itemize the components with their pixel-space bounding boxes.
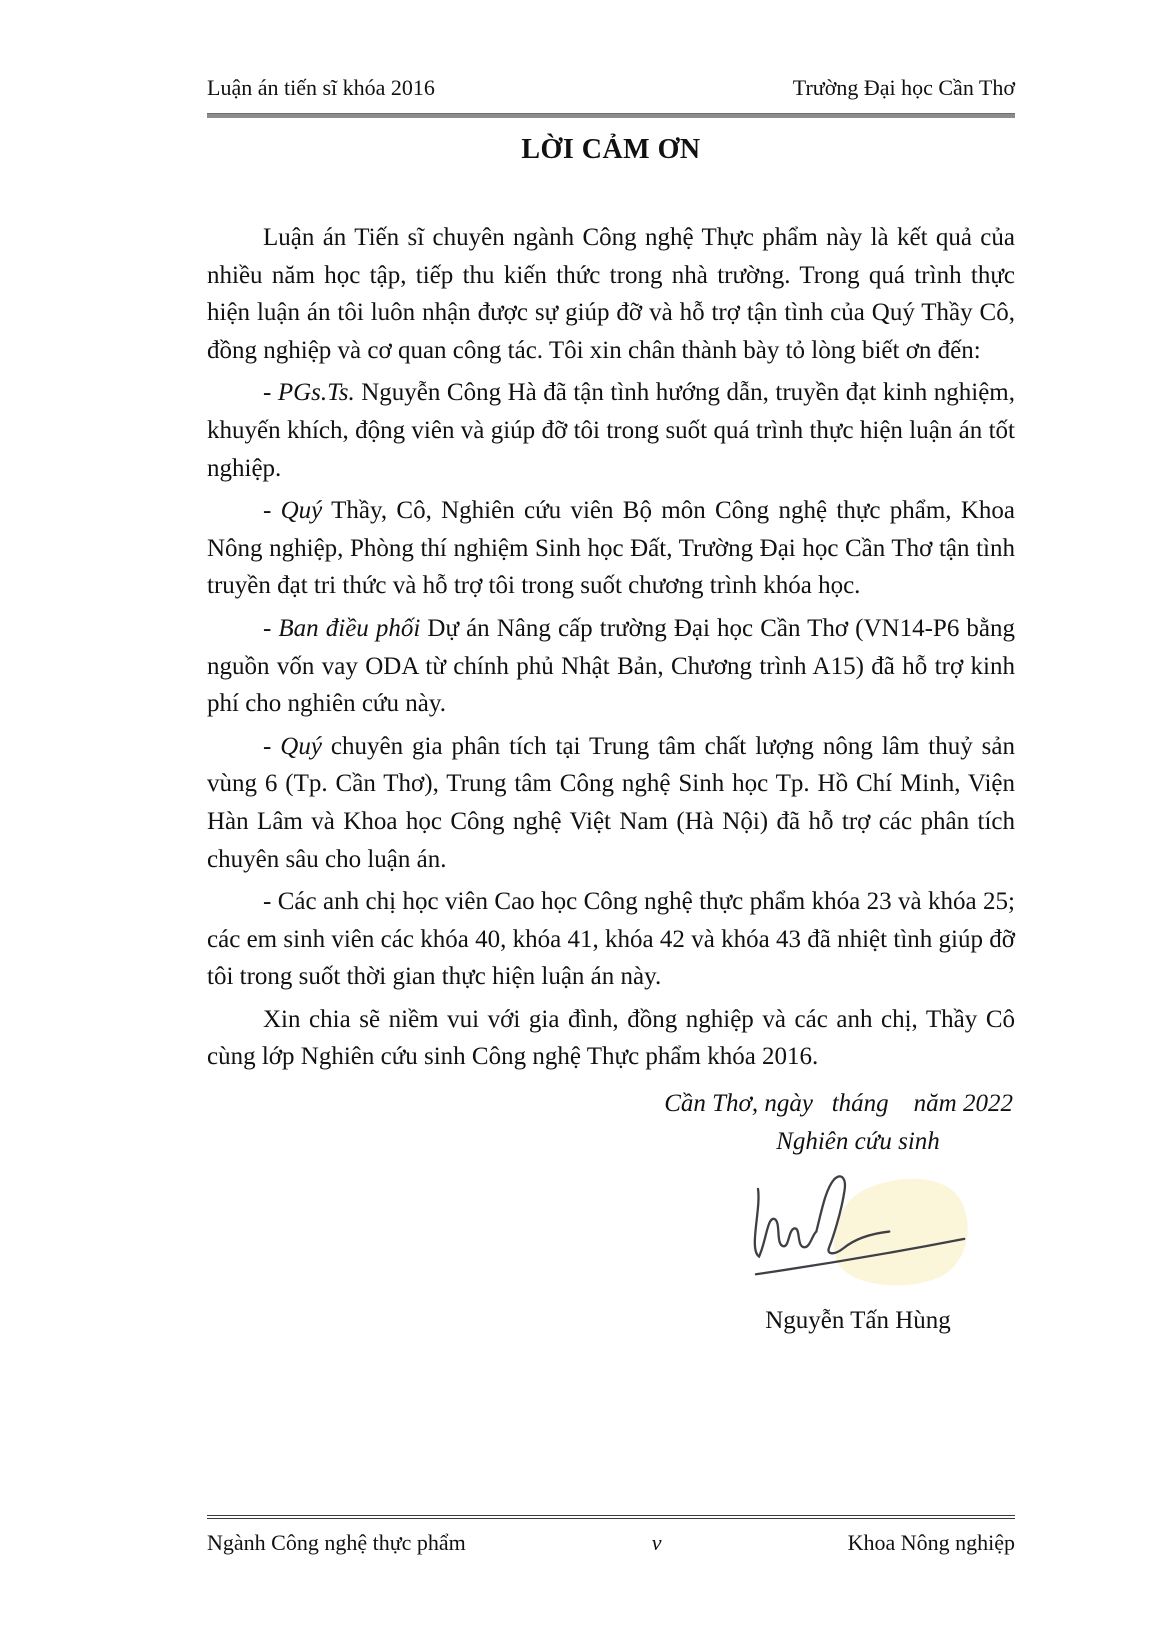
paragraph-funding [207,610,1015,723]
paragraph-text: - Các anh chị học viên Cao học Công nghệ thực phẩm khóa 23 và khóa 25; các em sinh viên các khóa 40, khóa 41, khóa 42 và khóa 43 đã nhiệt tình giúp đỡ tôi trong suốt thời gian thực hiện luận án này. [207,888,1015,991]
header-right-text: Trường Đại học Cần Thơ [792,75,1015,100]
paragraph-text: Luận án Tiến sĩ chuyên ngành Công nghệ Thực phẩm này là kết quả của nhiều năm học tập, tiếp thu kiến thức trong nhà trường. Trong quá trình thực hiện luận án tôi luôn nhận được sự giúp đỡ và hỗ trợ tận tình của Quý Thầy Cô, đồng nghiệp và cơ quan công tác. Tôi xin chân thành bày tỏ lòng biết ơn đến: [207,224,1015,364]
paragraph-text: Xin chia sẽ niềm vui với gia đình, đồng nghiệp và các anh chị, Thầy Cô cùng lớp Nghiên cứu sinh Công nghệ Thực phẩm khóa 2016. [207,1005,1015,1071]
header-divider [207,113,1015,118]
paragraph-text: - [263,614,279,642]
paragraph-intro [207,219,1015,369]
paragraph-text-italic: PGs.Ts. [277,379,355,407]
page-header [207,74,1015,102]
signature-image-wrap [701,1170,1015,1290]
signature-column [701,1123,1015,1340]
footer-divider [207,1515,1015,1519]
page-title: LỜI CẢM ƠN [521,134,701,165]
signer-name: Nguyễn Tấn Hùng [765,1307,951,1335]
signer-role: Nghiên cứu sinh [776,1127,940,1155]
header-left-text: Luận án tiến sĩ khóa 2016 [207,75,435,100]
footer-right-text: Khoa Nông nghiệp [847,1530,1015,1555]
page-number: v [651,1530,662,1555]
document-body [207,219,1015,1340]
footer-left-text: Ngành Công nghệ thực phẩm [207,1530,466,1555]
paragraph-text: - [263,379,278,407]
closing-block [207,1085,1015,1340]
paragraph-students [207,883,1015,996]
paragraph-advisor [207,374,1015,487]
paragraph-text: chuyên gia phân tích tại Trung tâm chất lượng nông lâm thuỷ sản vùng 6 (Tp. Cần Thơ), Trung tâm Công nghệ Sinh học Tp. Hồ Chí Minh, Viện Hàn Lâm và Khoa học Công nghệ Việt Nam (Hà Nội) đã hỗ trợ các phân tích chuyên sâu cho luận án. [207,732,1015,873]
paragraph-faculty [207,492,1015,605]
handwritten-signature-icon [733,1170,983,1290]
paragraph-experts [207,728,1015,878]
paragraph-text-italic: Quý [280,497,323,525]
paragraph-text: Thầy, Cô, Nghiên cứu viên Bộ môn Công nghệ thực phẩm, Khoa Nông nghiệp, Phòng thí nghiệm Sinh học Đất, Trường Đại học Cần Thơ tận tình truyền đạt tri thức và hỗ trợ tôi trong suốt chương trình khóa học. [207,497,1015,600]
paragraph-family [207,1001,1015,1076]
paragraph-text-italic: Quý [280,732,322,760]
paragraph-text-italic: Ban điều phối [278,614,421,642]
paragraph-text: - [263,497,281,525]
paragraph-text: Dự án Nâng cấp trường Đại học Cần Thơ (VN14-P6 bằng nguồn vốn vay ODA từ chính phủ Nhật Bản, Chương trình A15) đã hỗ trợ kinh phí cho nghiên cứu này. [207,614,1015,718]
paragraph-text: - [263,732,281,760]
date-line: Cần Thơ, ngày tháng năm 2022 [664,1090,1013,1118]
paragraph-text: Nguyễn Công Hà đã tận tình hướng dẫn, truyền đạt kinh nghiệm, khuyến khích, động viên và giúp đỡ tôi trong suốt quá trình thực hiện luận án tốt nghiệp. [207,379,1016,482]
page-footer [207,1528,1015,1558]
